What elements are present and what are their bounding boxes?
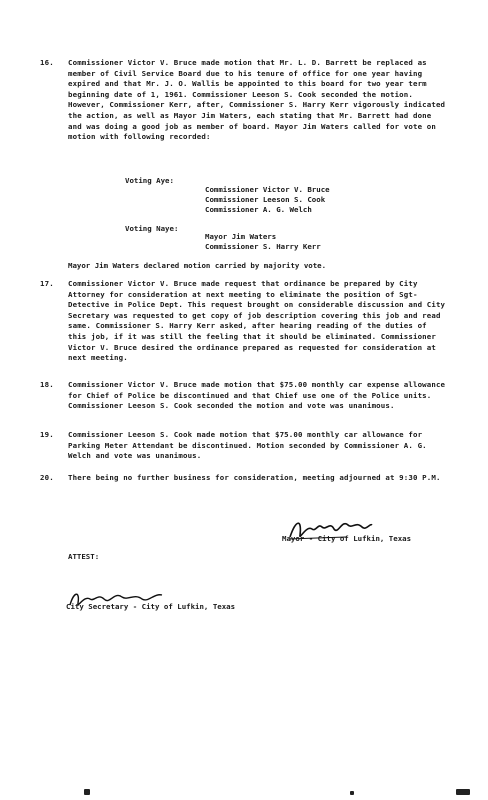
voting-nay-label: Voting Naye: xyxy=(125,224,179,233)
item-number: 19. xyxy=(40,430,54,439)
item-19 xyxy=(40,430,448,462)
scan-mark xyxy=(350,791,354,795)
attest-label: ATTEST: xyxy=(68,552,100,561)
scan-mark xyxy=(84,789,90,795)
item-text: Commissioner Victor V. Bruce made motion that $75.00 monthly car expense allowance for Chief of Police be discontinued and that Chief use one of the Police units. Commissioner Leeson S. Cook seconded the motion and vote was unanimous. xyxy=(68,380,450,411)
aye-name: Commissioner A. G. Welch xyxy=(205,205,312,214)
item-18 xyxy=(40,380,450,412)
nay-name: Mayor Jim Waters xyxy=(205,232,277,241)
item-text: There being no further business for consideration, meeting adjourned at 9:30 P.M. xyxy=(68,473,441,482)
secretary-title: City Secretary - City of Lufkin, Texas xyxy=(66,602,236,611)
voting-aye-label: Voting Aye: xyxy=(125,176,174,185)
nay-name: Commissioner S. Harry Kerr xyxy=(205,242,321,251)
item-number: 20. xyxy=(40,473,54,482)
item-number: 16. xyxy=(40,58,54,67)
item-20 xyxy=(40,473,448,484)
aye-name: Commissioner Victor V. Bruce xyxy=(205,185,330,194)
item-number: 17. xyxy=(40,279,54,288)
aye-name: Commissioner Leeson S. Cook xyxy=(205,195,326,204)
mayor-title: Mayor - City of Lufkin, Texas xyxy=(282,534,412,543)
item-text: Commissioner Leeson S. Cook made motion that $75.00 monthly car allowance for Parking Meter Attendant be discontinued. Motion seconded by Commissioner A. G. Welch and vote was unanimous. xyxy=(68,430,432,461)
scan-mark xyxy=(456,789,470,795)
item-text: Commissioner Victor V. Bruce made motion that Mr. L. D. Barrett be replaced as member of Civil Service Board due to his tenure of office for one year having expired and that Mr. J. O. Wallis be appointed to this board for two year term beginning date of 1, 1961. Commissioner Leeson S. Cook seconded the motion. However, Commissioner Kerr, after, Commissioner S. Harry Kerr vigorously indicated the action, as well as Mayor Jim Waters, each stating that Mr. Barrett had done and was doing a good job as member of board. Mayor Jim Waters called for vote on motion with following recorded: xyxy=(68,58,450,142)
item-17 xyxy=(40,279,450,364)
item-number: 18. xyxy=(40,380,54,389)
item-text: Commissioner Victor V. Bruce made request that ordinance be prepared by City Attorney for consideration at next meeting to eliminate the position of Sgt-Detective in Police Dept. This request brought on considerable discussion and City Secretary was requested to get copy of job description covering this job and read same. Commissioner S. Harry Kerr asked, after hearing reading of the duties of this job, if it was still the feeling that it should be eliminated. Commissioner Victor V. Bruce desired the ordinance prepared as requested for consideration at next meeting. xyxy=(68,279,450,363)
item-16 xyxy=(40,58,450,143)
vote-result: Mayor Jim Waters declared motion carried by majority vote. xyxy=(68,261,327,270)
